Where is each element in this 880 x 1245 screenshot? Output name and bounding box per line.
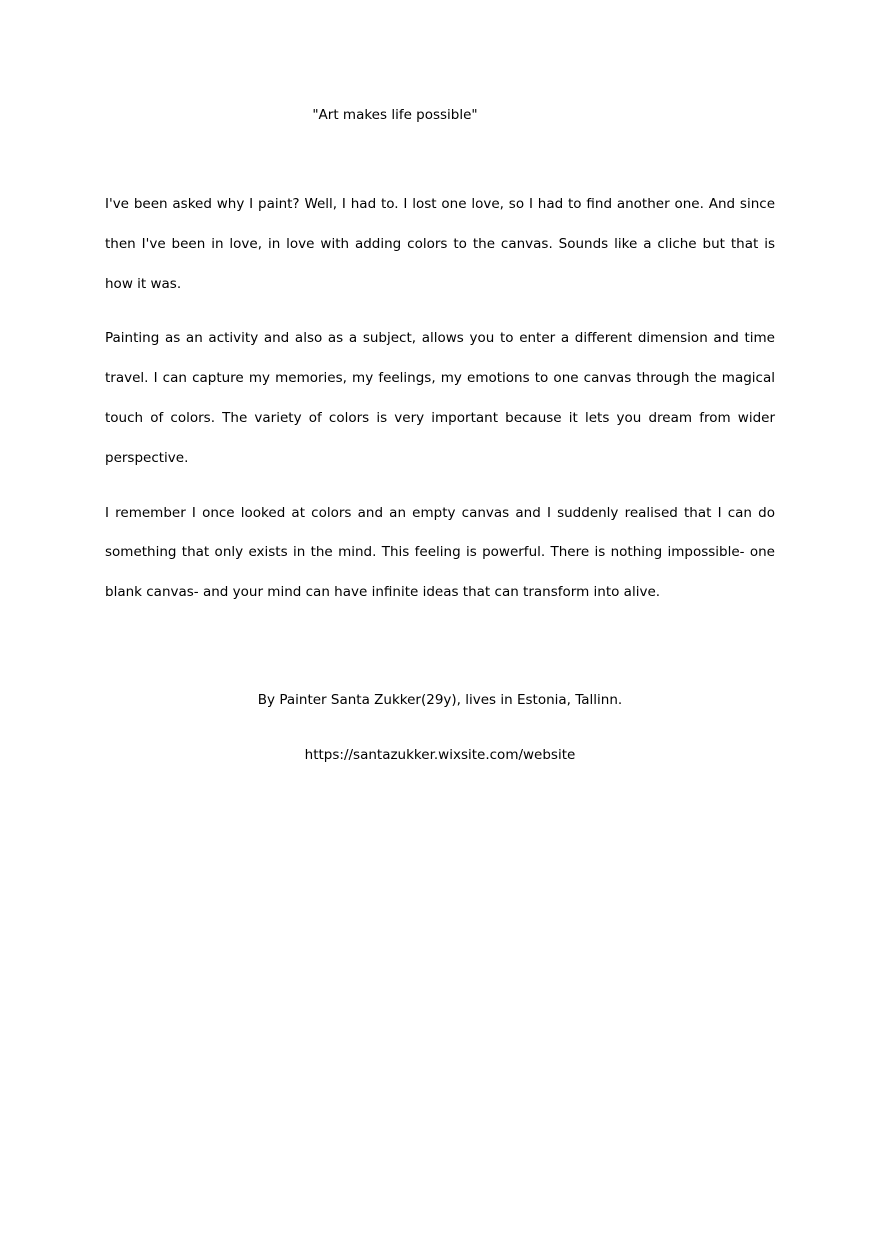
document-title: "Art makes life possible" (312, 107, 478, 123)
website-url: https://santazukker.wixsite.com/website (304, 747, 576, 763)
author-byline: By Painter Santa Zukker(29y), lives in Estonia, Tallinn. (257, 692, 623, 708)
document-body (105, 185, 775, 628)
paragraph-3: I remember I once looked at colors and an empty canvas and I suddenly realised that I can do something that only exists in the mind. This feeling is powerful. There is nothing impossible- one blank canvas- and your mind can have infinite ideas that can transform into alive. (105, 504, 775, 601)
paragraph-1: I've been asked why I paint? Well, I had to. I lost one love, so I had to find another one. And since then I've been in love, in love with adding colors to the canvas. Sounds like a cliche but that is how it was. (105, 196, 775, 292)
paragraph-2: Painting as an activity and also as a subject, allows you to enter a different dimension and time travel. I can capture my memories, my feelings, my emotions to one canvas through the magical touch of colors. The variety of colors is very important because it lets you dream from wider perspective. (105, 330, 775, 466)
